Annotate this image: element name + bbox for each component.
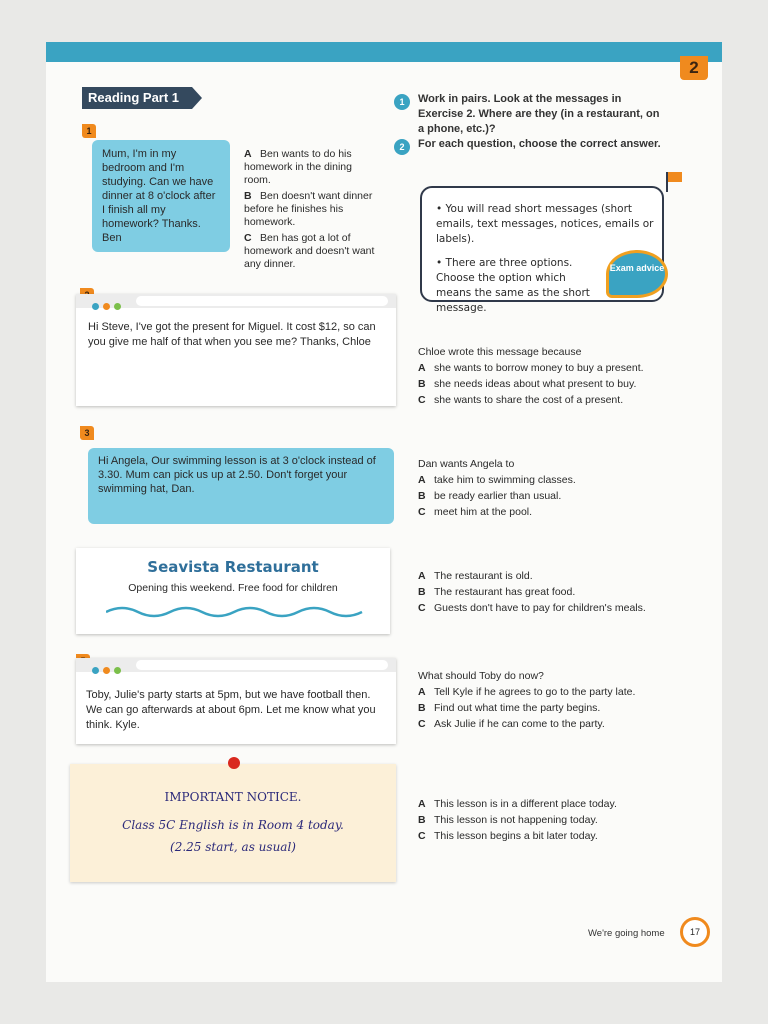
option-text: Ask Julie if he can come to the party.: [434, 718, 605, 730]
option-letter: C: [418, 830, 426, 842]
message-text: Toby, Julie's party starts at 5pm, but we have football then. We can go afterwards at about 6pm. Let me know what you think. Kyle.: [86, 689, 376, 731]
option-letter: A: [244, 148, 252, 160]
orange-dot-icon: [103, 303, 110, 310]
window-chrome: [76, 294, 396, 308]
page-number: 17: [680, 917, 710, 947]
footer-text: We're going home: [588, 928, 665, 939]
option: [418, 828, 678, 844]
option-letter: C: [418, 394, 426, 406]
question-stem: Dan wants Angela to: [418, 458, 515, 470]
advice-bullet: • There are three options. Choose the option which means the same as the short message.: [436, 257, 590, 314]
option: [244, 148, 380, 187]
instruction-number: 2: [394, 139, 410, 155]
pin-icon: [228, 757, 240, 769]
option: [418, 716, 678, 732]
option: [418, 600, 678, 616]
restaurant-sign: [76, 548, 390, 634]
option: [418, 392, 678, 408]
option-text: This lesson begins a bit later today.: [434, 830, 598, 842]
option-text: take him to swimming classes.: [434, 474, 576, 486]
notice-line: (2.25 start, as usual): [170, 840, 296, 854]
option: [418, 700, 678, 716]
option-letter: A: [418, 570, 426, 582]
sign-title: Seavista Restaurant: [147, 558, 319, 576]
option-letter: C: [244, 232, 252, 244]
option-letter: C: [418, 602, 426, 614]
option-letter: B: [418, 586, 426, 598]
options-list: [244, 148, 380, 271]
window-chrome: [76, 658, 396, 672]
option-text: she wants to borrow money to buy a present.: [434, 362, 644, 374]
notice-line: Class 5C English is in Room 4 today.: [122, 818, 344, 832]
instruction-text: Work in pairs. Look at the messages in Exercise 2. Where are they (in a restaurant, on a phone, etc.)?: [418, 93, 660, 135]
top-band: [46, 42, 722, 62]
instruction-text: For each question, choose the correct answer.: [418, 138, 661, 150]
option-text: Ben has got a lot of homework and doesn't want any dinner.: [244, 232, 375, 270]
option-letter: C: [418, 718, 426, 730]
option: [418, 504, 678, 520]
blue-dot-icon: [92, 667, 99, 674]
option-text: she wants to share the cost of a present.: [434, 394, 624, 406]
option-text: Ben wants to do his homework in the dining room.: [244, 148, 352, 186]
message-bubble: Mum, I'm in my bedroom and I'm studying. Can we have dinner at 8 o'clock after I finish all my homework? Thanks. Ben: [92, 140, 230, 252]
option: [418, 376, 678, 392]
question-number: 3: [80, 426, 94, 440]
option-text: be ready earlier than usual.: [434, 490, 562, 502]
sign-text: Opening this weekend. Free food for children: [128, 582, 338, 594]
exam-advice-badge: Exam advice: [606, 250, 668, 298]
orange-dot-icon: [103, 667, 110, 674]
notice-paper: [70, 764, 396, 882]
option-letter: B: [418, 814, 426, 826]
notice-title: IMPORTANT NOTICE.: [164, 790, 302, 804]
option: [244, 232, 380, 271]
option-text: This lesson is in a different place today.: [434, 798, 617, 810]
address-bar: [136, 296, 388, 306]
option: [418, 472, 678, 488]
question-stem: Chloe wrote this message because: [418, 346, 582, 358]
wave-decoration: [106, 604, 366, 620]
flag-icon: [668, 172, 682, 182]
option-text: The restaurant has great food.: [434, 586, 576, 598]
option: [418, 684, 678, 700]
option-letter: A: [418, 474, 426, 486]
option-letter: B: [418, 490, 426, 502]
option-text: Find out what time the party begins.: [434, 702, 601, 714]
question-block: [418, 456, 678, 520]
question-stem: What should Toby do now?: [418, 670, 544, 682]
option-letter: A: [418, 798, 426, 810]
option: [418, 796, 678, 812]
option-text: The restaurant is old.: [434, 570, 533, 582]
message-bubble: Hi Angela, Our swimming lesson is at 3 o'clock instead of 3.30. Mum can pick us up at 2.50. Don't forget your swimming hat, Dan.: [88, 448, 394, 524]
address-bar: [136, 660, 388, 670]
option: [418, 584, 678, 600]
green-dot-icon: [114, 667, 121, 674]
option-text: meet him at the pool.: [434, 506, 533, 518]
question-block: [418, 668, 678, 732]
option-text: she needs ideas about what present to buy.: [434, 378, 637, 390]
option-letter: B: [244, 190, 252, 202]
option-letter: A: [418, 362, 426, 374]
option: [244, 190, 380, 229]
option-letter: B: [418, 702, 426, 714]
option: [418, 488, 678, 504]
option-text: Guests don't have to pay for children's meals.: [434, 602, 646, 614]
option-text: Ben doesn't want dinner before he finishes his homework.: [244, 190, 373, 228]
advice-bullet: • You will read short messages (short emails, text messages, notices, emails or labels).: [436, 203, 654, 245]
option-letter: A: [418, 686, 426, 698]
option-letter: C: [418, 506, 426, 518]
section-title: Reading Part 1: [82, 87, 192, 109]
green-dot-icon: [114, 303, 121, 310]
option-text: This lesson is not happening today.: [434, 814, 598, 826]
message-card: [76, 294, 396, 406]
unit-number: 2: [680, 56, 708, 80]
blue-dot-icon: [92, 303, 99, 310]
instruction-number: 1: [394, 94, 410, 110]
question-block: [418, 796, 678, 844]
option: [418, 360, 678, 376]
message-text: Hi Steve, I've got the present for Miguel. It cost $12, so can you give me half of that when you see me? Thanks, Chloe: [88, 321, 376, 348]
question-block: [418, 568, 678, 616]
option-letter: B: [418, 378, 426, 390]
option: [418, 568, 678, 584]
question-number: 1: [82, 124, 96, 138]
message-card: [76, 658, 396, 744]
option: [418, 812, 678, 828]
question-block: [418, 344, 678, 408]
option-text: Tell Kyle if he agrees to go to the party late.: [434, 686, 636, 698]
